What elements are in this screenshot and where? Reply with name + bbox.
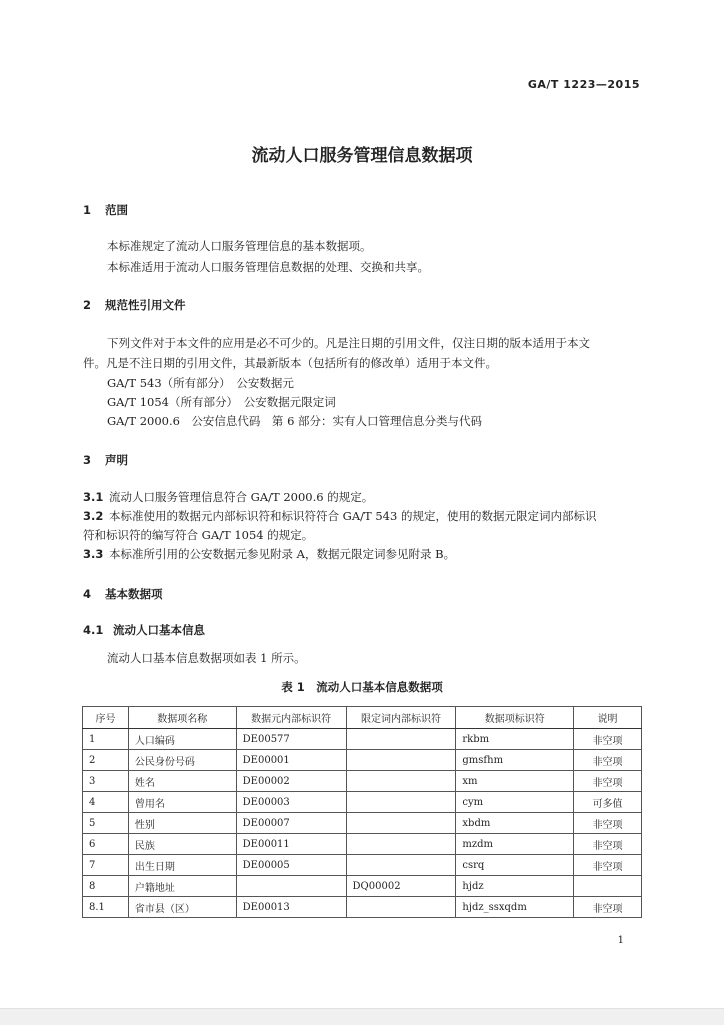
references-intro-line-2: 件。凡是不注日期的引用文件，其最新版本（包括所有的修改单）适用于本文件。: [83, 356, 497, 370]
cell-qualifier-id: [346, 813, 456, 834]
cell-qualifier-id: [346, 771, 456, 792]
section-title: 声明: [105, 453, 128, 467]
section-title: 基本数据项: [105, 587, 163, 601]
cell-seq: 8.1: [83, 897, 129, 918]
cell-remarks: [574, 876, 642, 897]
table-row: [83, 876, 642, 897]
cell-qualifier-id: [346, 750, 456, 771]
cell-item-identifier: rkbm: [456, 729, 574, 750]
clause-3-2-continued: 符和标识符的编写符合 GA/T 1054 的规定。: [83, 528, 314, 542]
cell-item-identifier: gmsfhm: [456, 750, 574, 771]
cell-qualifier-id: [346, 729, 456, 750]
cell-element-id: DE00002: [236, 771, 346, 792]
references-intro-line-1: 下列文件对于本文件的应用是必不可少的。凡是注日期的引用文件，仅注日期的版本适用于本文: [107, 336, 590, 350]
cell-item-name: 省市县（区）: [128, 897, 236, 918]
cell-item-name: 性别: [128, 813, 236, 834]
header-remarks: 说明: [574, 707, 642, 729]
subsection-title: 流动人口基本信息: [113, 623, 205, 637]
cell-item-name: 人口编码: [128, 729, 236, 750]
cell-qualifier-id: DQ00002: [346, 876, 456, 897]
section-title: 范围: [105, 203, 128, 217]
cell-item-name: 姓名: [128, 771, 236, 792]
cell-seq: 6: [83, 834, 129, 855]
cell-item-identifier: xm: [456, 771, 574, 792]
cell-qualifier-id: [346, 855, 456, 876]
clause-text: 本标准所引用的公安数据元参见附录 A，数据元限定词参见附录 B。: [109, 547, 456, 561]
section-1-heading: [83, 202, 128, 218]
standard-code: GA/T 1223—2015: [527, 78, 640, 91]
cell-item-identifier: hjdz_ssxqdm: [456, 897, 574, 918]
cell-remarks: 非空项: [574, 771, 642, 792]
clause-text: 流动人口服务管理信息符合 GA/T 2000.6 的规定。: [109, 490, 374, 504]
scope-paragraph-1: 本标准规定了流动人口服务管理信息的基本数据项。: [107, 239, 372, 253]
clause-number: 3.1: [83, 490, 104, 504]
cell-element-id: DE00013: [236, 897, 346, 918]
header-item-identifier: 数据项标识符: [456, 707, 574, 729]
table-row: [83, 771, 642, 792]
reference-item: GA/T 2000.6 公安信息代码 第 6 部分：实有人口管理信息分类与代码: [107, 414, 483, 428]
cell-item-identifier: mzdm: [456, 834, 574, 855]
header-qualifier-id: 限定词内部标识符: [346, 707, 456, 729]
section-title: 规范性引用文件: [105, 298, 186, 312]
cell-item-name: 曾用名: [128, 792, 236, 813]
reference-item: GA/T 1054（所有部分） 公安数据元限定词: [107, 395, 336, 409]
cell-seq: 2: [83, 750, 129, 771]
cell-element-id: DE00011: [236, 834, 346, 855]
header-item-name: 数据项名称: [128, 707, 236, 729]
cell-seq: 7: [83, 855, 129, 876]
cell-qualifier-id: [346, 792, 456, 813]
cell-item-name: 户籍地址: [128, 876, 236, 897]
table-row: [83, 855, 642, 876]
cell-item-identifier: csrq: [456, 855, 574, 876]
cell-seq: 1: [83, 729, 129, 750]
clause-text: 本标准使用的数据元内部标识符和标识符符合 GA/T 543 的规定，使用的数据元限定词内部标识: [109, 509, 597, 523]
table-row: [83, 813, 642, 834]
table-caption: 表 1 流动人口基本信息数据项: [281, 680, 443, 694]
cell-seq: 4: [83, 792, 129, 813]
cell-seq: 5: [83, 813, 129, 834]
section-number: 1: [83, 203, 92, 217]
section-4-heading: [83, 586, 163, 602]
cell-element-id: DE00577: [236, 729, 346, 750]
clause-number: 3.3: [83, 547, 104, 561]
cell-element-id: DE00001: [236, 750, 346, 771]
scope-paragraph-2: 本标准适用于流动人口服务管理信息数据的处理、交换和共享。: [107, 260, 429, 274]
section-2-heading: [83, 297, 186, 313]
cell-element-id: DE00005: [236, 855, 346, 876]
reference-item: GA/T 543（所有部分） 公安数据元: [107, 376, 294, 390]
cell-element-id: DE00007: [236, 813, 346, 834]
cell-item-identifier: cym: [456, 792, 574, 813]
cell-item-identifier: xbdm: [456, 813, 574, 834]
table-header-row: [83, 707, 642, 729]
section-3-heading: [83, 452, 128, 468]
clause-3-1: [83, 489, 373, 505]
cell-remarks: 非空项: [574, 813, 642, 834]
cell-seq: 3: [83, 771, 129, 792]
cell-item-identifier: hjdz: [456, 876, 574, 897]
cell-remarks: 非空项: [574, 834, 642, 855]
section-number: 4: [83, 587, 92, 601]
cell-element-id: [236, 876, 346, 897]
page-number: 1: [617, 935, 624, 946]
clause-number: 3.2: [83, 509, 104, 523]
cell-item-name: 民族: [128, 834, 236, 855]
cell-qualifier-id: [346, 834, 456, 855]
document-title: 流动人口服务管理信息数据项: [251, 146, 473, 166]
table-row: [83, 750, 642, 771]
clause-3-2: [83, 508, 596, 524]
cell-item-name: 出生日期: [128, 855, 236, 876]
table-row: [83, 834, 642, 855]
table-row: [83, 897, 642, 918]
cell-remarks: 非空项: [574, 897, 642, 918]
clause-3-3: [83, 546, 455, 562]
cell-seq: 8: [83, 876, 129, 897]
subsection-number: 4.1: [83, 623, 104, 637]
table-intro-paragraph: 流动人口基本信息数据项如表 1 所示。: [107, 651, 306, 665]
cell-item-name: 公民身份号码: [128, 750, 236, 771]
section-number: 2: [83, 298, 92, 312]
header-seq: 序号: [83, 707, 129, 729]
cell-remarks: 可多值: [574, 792, 642, 813]
cell-qualifier-id: [346, 897, 456, 918]
subsection-4-1-heading: [83, 622, 205, 638]
data-items-table: [82, 706, 642, 918]
cell-remarks: 非空项: [574, 750, 642, 771]
cell-element-id: DE00003: [236, 792, 346, 813]
table-row: [83, 792, 642, 813]
cell-remarks: 非空项: [574, 729, 642, 750]
header-element-id: 数据元内部标识符: [236, 707, 346, 729]
cell-remarks: 非空项: [574, 855, 642, 876]
section-number: 3: [83, 453, 92, 467]
table-row: [83, 729, 642, 750]
viewer-bottom-strip: [0, 1008, 724, 1025]
